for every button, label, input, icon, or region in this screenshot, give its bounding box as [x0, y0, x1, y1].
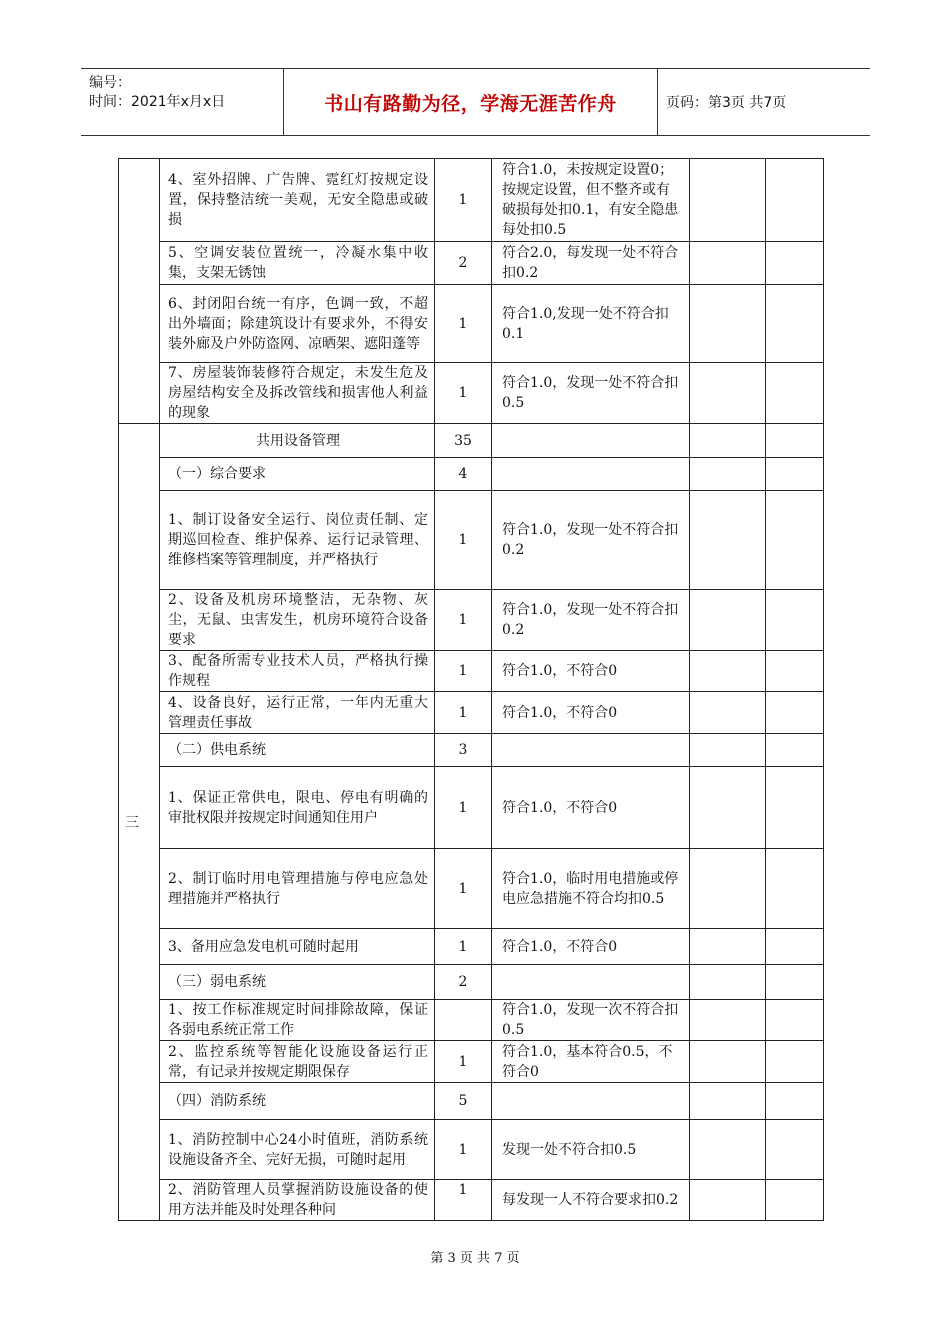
empty-cell: [766, 1120, 824, 1180]
score-cell: 1: [435, 159, 492, 242]
empty-cell: [766, 242, 824, 285]
table-row: [119, 285, 824, 363]
item-cell: 6、封闭阳台统一有序，色调一致，不超出外墙面；除建筑设计有要求外，不得安装外廊及户外防盗网、凉晒架、遮阳蓬等: [160, 285, 435, 363]
table-row: [119, 242, 824, 285]
table-row: [119, 363, 824, 424]
table-row: [119, 590, 824, 651]
item-cell: 3、配备所需专业技术人员，严格执行操作规程: [160, 651, 435, 692]
table-row: [119, 159, 824, 242]
standard-cell: 符合1.0，不符合0: [492, 767, 690, 849]
score-cell: 1: [435, 363, 492, 424]
standard-cell: [492, 424, 690, 458]
empty-cell: [690, 692, 766, 734]
empty-cell: [690, 849, 766, 929]
empty-cell: [690, 929, 766, 965]
empty-cell: [766, 734, 824, 767]
table-row: [119, 1083, 824, 1120]
score-cell: 1: [435, 767, 492, 849]
page-footer: 第 3 页 共 7 页: [430, 1251, 520, 1266]
section-title-cell: 共用设备管理: [160, 424, 435, 458]
standard-cell: 符合1.0，不符合0: [492, 929, 690, 965]
score-cell: 1: [435, 590, 492, 651]
standard-cell: 符合1.0，基本符合0.5，不符合0: [492, 1041, 690, 1083]
standard-cell: [492, 965, 690, 1000]
empty-cell: [766, 929, 824, 965]
standard-cell: 符合1.0，未按规定设置0；按规定设置，但不整齐或有破损每处扣0.1，有安全隐患每处扣0.5: [492, 159, 690, 242]
empty-cell: [766, 1180, 824, 1221]
standard-cell: 符合2.0，每发现一处不符合扣0.2: [492, 242, 690, 285]
table-row: [119, 651, 824, 692]
item-cell: 1、按工作标准规定时间排除故障，保证各弱电系统正常工作: [160, 1000, 435, 1041]
score-cell: 1: [435, 692, 492, 734]
standard-cell: [492, 734, 690, 767]
empty-cell: [766, 692, 824, 734]
empty-cell: [690, 1120, 766, 1180]
empty-cell: [766, 458, 824, 491]
empty-cell: [766, 849, 824, 929]
score-cell: 3: [435, 734, 492, 767]
empty-cell: [690, 458, 766, 491]
standard-cell: 符合1.0，不符合0: [492, 651, 690, 692]
score-cell: 1: [435, 849, 492, 929]
empty-cell: [690, 651, 766, 692]
header-meta: [81, 69, 284, 135]
score-cell: 35: [435, 424, 492, 458]
assessment-table: [118, 158, 824, 1221]
score-cell: 5: [435, 1083, 492, 1120]
standard-cell: 发现一处不符合扣0.5: [492, 1120, 690, 1180]
seq-cell: 三: [119, 424, 160, 1221]
table-row: [119, 1000, 824, 1041]
empty-cell: [690, 767, 766, 849]
item-cell: 1、消防控制中心24小时值班，消防系统设施设备齐全、完好无损，可随时起用: [160, 1120, 435, 1180]
table-row: [119, 849, 824, 929]
score-cell: 1: [435, 491, 492, 590]
item-cell: 3、备用应急发电机可随时起用: [160, 929, 435, 965]
empty-cell: [690, 285, 766, 363]
empty-cell: [766, 424, 824, 458]
empty-cell: [766, 767, 824, 849]
table-row: [119, 491, 824, 590]
empty-cell: [690, 242, 766, 285]
score-cell: 1: [435, 1180, 492, 1221]
empty-cell: [690, 1000, 766, 1041]
table-row: [119, 1120, 824, 1180]
standard-cell: [492, 458, 690, 491]
standard-cell: 符合1.0，发现一处不符合扣0.5: [492, 363, 690, 424]
item-cell: 2、设备及机房环境整洁，无杂物、灰尘，无鼠、虫害发生，机房环境符合设备要求: [160, 590, 435, 651]
empty-cell: [690, 965, 766, 1000]
empty-cell: [766, 285, 824, 363]
item-cell: 2、制订临时用电管理措施与停电应急处理措施并严格执行: [160, 849, 435, 929]
empty-cell: [766, 159, 824, 242]
standard-cell: 符合1.0，发现一次不符合扣0.5: [492, 1000, 690, 1041]
subsection-title-cell: （三）弱电系统: [160, 965, 435, 1000]
standard-cell: 符合1.0，不符合0: [492, 692, 690, 734]
score-cell: 2: [435, 242, 492, 285]
empty-cell: [766, 491, 824, 590]
score-cell: 1: [435, 929, 492, 965]
standard-cell: 符合1.0，发现一处不符合扣0.2: [492, 590, 690, 651]
empty-cell: [690, 363, 766, 424]
score-cell: 1: [435, 651, 492, 692]
item-cell: 2、监控系统等智能化设施设备运行正常，有记录并按规定期限保存: [160, 1041, 435, 1083]
subsection-title-cell: （二）供电系统: [160, 734, 435, 767]
score-cell: 2: [435, 965, 492, 1000]
item-cell: 2、消防管理人员掌握消防设施设备的使用方法并能及时处理各种问: [160, 1180, 435, 1221]
empty-cell: [690, 1180, 766, 1221]
table-row: [119, 965, 824, 1000]
standard-cell: 符合1.0,发现一处不符合扣0.1: [492, 285, 690, 363]
table-row: [119, 1041, 824, 1083]
subsection-title-cell: （一）综合要求: [160, 458, 435, 491]
header-page-cell: [658, 69, 870, 135]
empty-cell: [690, 424, 766, 458]
empty-cell: [690, 159, 766, 242]
standard-cell: [492, 1083, 690, 1120]
score-cell: 1: [435, 1041, 492, 1083]
header-motto-cell: [284, 69, 658, 135]
empty-cell: [766, 1041, 824, 1083]
table-row: [119, 1180, 824, 1221]
score-cell: [435, 1000, 492, 1041]
item-cell: 1、保证正常供电，限电、停电有明确的审批权限并按规定时间通知住用户: [160, 767, 435, 849]
empty-cell: [766, 1000, 824, 1041]
table-row: [119, 767, 824, 849]
standard-cell: 每发现一人不符合要求扣0.2: [492, 1180, 690, 1221]
empty-cell: [690, 1041, 766, 1083]
empty-cell: [690, 1083, 766, 1120]
page-number-label: 页码：第3页 共7页: [666, 95, 787, 111]
empty-cell: [690, 734, 766, 767]
empty-cell: [690, 491, 766, 590]
table-row: [119, 692, 824, 734]
standard-cell: 符合1.0，发现一处不符合扣0.2: [492, 491, 690, 590]
item-cell: 4、设备良好，运行正常，一年内无重大管理责任事故: [160, 692, 435, 734]
item-cell: 4、室外招牌、广告牌、霓红灯按规定设置，保持整洁统一美观，无安全隐患或破损: [160, 159, 435, 242]
empty-cell: [766, 651, 824, 692]
doc-number-label: 编号：: [89, 75, 131, 91]
score-cell: 4: [435, 458, 492, 491]
seq-cell: [119, 159, 160, 424]
score-cell: 1: [435, 285, 492, 363]
table-row: [119, 734, 824, 767]
standard-cell: 符合1.0，临时用电措施或停电应急措施不符合均扣0.5: [492, 849, 690, 929]
empty-cell: [766, 363, 824, 424]
item-cell: 5、空调安装位置统一，冷凝水集中收集，支架无锈蚀: [160, 242, 435, 285]
empty-cell: [766, 1083, 824, 1120]
empty-cell: [766, 590, 824, 651]
table-row: [119, 424, 824, 458]
score-cell: 1: [435, 1120, 492, 1180]
page-header: [81, 68, 870, 136]
subsection-title-cell: （四）消防系统: [160, 1083, 435, 1120]
empty-cell: [766, 965, 824, 1000]
date-label: 时间：2021年x月x日: [89, 94, 226, 110]
motto-text: 书山有路勤为径，学海无涯苦作舟: [324, 92, 617, 115]
item-cell: 1、制订设备安全运行、岗位责任制、定期巡回检查、维护保养、运行记录管理、维修档案等管理制度，并严格执行: [160, 491, 435, 590]
table-row: [119, 458, 824, 491]
table-row: [119, 929, 824, 965]
item-cell: 7、房屋装饰装修符合规定，未发生危及房屋结构安全及拆改管线和损害他人利益的现象: [160, 363, 435, 424]
empty-cell: [690, 590, 766, 651]
